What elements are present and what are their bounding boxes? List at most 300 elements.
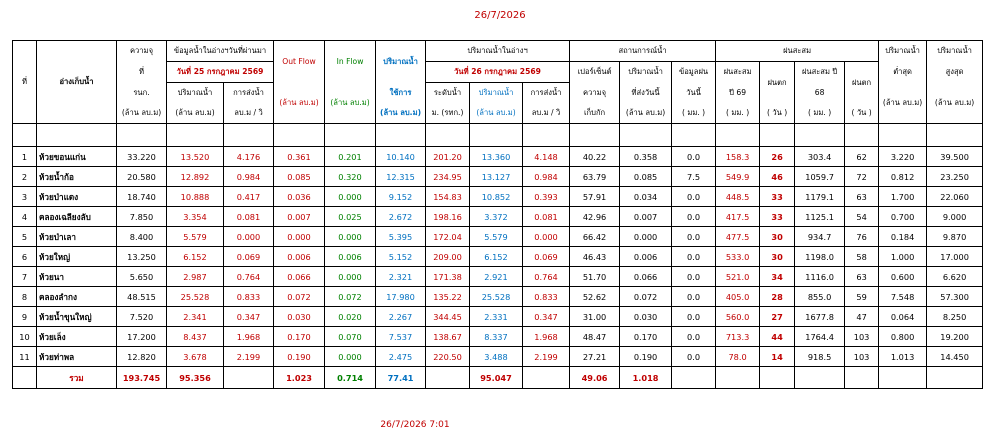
cell-use: 17.980 — [376, 287, 426, 307]
header-rain69-3: ( มม. ) — [716, 103, 760, 124]
table-row — [13, 167, 983, 187]
cell-max: 9.000 — [927, 207, 983, 227]
header-max-2: สูงสุด — [927, 62, 983, 83]
header-max-3: (ล้าน ลบ.ม) — [927, 83, 983, 124]
cell-no: 1 — [13, 147, 37, 167]
cell-no: 3 — [13, 187, 37, 207]
cell-cap: 18.740 — [117, 187, 167, 207]
cell-no: 7 — [13, 267, 37, 287]
table-row — [13, 267, 983, 287]
cell-lvl: 135.22 — [426, 287, 470, 307]
cell-pct: 48.47 — [570, 327, 620, 347]
cell-lvl: 201.20 — [426, 147, 470, 167]
cell-d68: 62 — [845, 147, 879, 167]
header-prev-volume: ปริมาณน้ำ — [167, 83, 224, 104]
cell-prel: 4.176 — [224, 147, 274, 167]
cell-max: 8.250 — [927, 307, 983, 327]
cell-inf: 0.070 — [325, 327, 376, 347]
cell-pct: 52.62 — [570, 287, 620, 307]
cell-prel: 0.417 — [224, 187, 274, 207]
cell-r68: 855.0 — [795, 287, 845, 307]
cell-sent: 0.000 — [620, 227, 672, 247]
cell-out: 0.036 — [274, 187, 325, 207]
cell-crel: 0.393 — [523, 187, 570, 207]
header-rain-group: ฝนสะสม — [716, 41, 879, 62]
cell-name: ห้วยใหญ่ — [37, 247, 117, 267]
cell-cvol: 10.852 — [470, 187, 523, 207]
cell-use: 12.315 — [376, 167, 426, 187]
cell-out: 0.066 — [274, 267, 325, 287]
cell-pct: 57.91 — [570, 187, 620, 207]
table-row — [13, 227, 983, 247]
cell-pvol: 13.520 — [167, 147, 224, 167]
cell-sent: 0.006 — [620, 247, 672, 267]
cell-out: 0.006 — [274, 247, 325, 267]
cell-inf: 0.025 — [325, 207, 376, 227]
cell-cvol: 8.337 — [470, 327, 523, 347]
total-rain-today — [672, 367, 716, 389]
cell-r69: 448.5 — [716, 187, 760, 207]
cell-cvol: 3.488 — [470, 347, 523, 367]
cell-lvl: 154.83 — [426, 187, 470, 207]
cell-sent: 0.170 — [620, 327, 672, 347]
header-cur-level-unit: ม. (รทก.) — [426, 103, 470, 124]
total-capacity: 193.745 — [117, 367, 167, 389]
cell-out: 0.030 — [274, 307, 325, 327]
total-cur-release — [523, 367, 570, 389]
cell-prel: 2.199 — [224, 347, 274, 367]
cell-crel: 0.984 — [523, 167, 570, 187]
header-percent-1: เปอร์เซ็นต์ — [570, 62, 620, 83]
header-sent-1: ปริมาณน้ำ — [620, 62, 672, 83]
cell-lvl: 138.67 — [426, 327, 470, 347]
cell-prel: 0.764 — [224, 267, 274, 287]
total-cur-volume: 95.047 — [470, 367, 523, 389]
cell-sent: 0.034 — [620, 187, 672, 207]
cell-max: 23.250 — [927, 167, 983, 187]
cell-inf: 0.000 — [325, 347, 376, 367]
cell-cvol: 3.372 — [470, 207, 523, 227]
header-prev-release-unit: ลบ.ม / วิ — [224, 103, 274, 124]
cell-sent: 0.358 — [620, 147, 672, 167]
cell-cap: 48.515 — [117, 287, 167, 307]
cell-d69: 46 — [760, 167, 795, 187]
total-prev-volume: 95.356 — [167, 367, 224, 389]
header-rain68-2: 68 — [795, 83, 845, 104]
cell-prel: 0.000 — [224, 227, 274, 247]
total-level — [426, 367, 470, 389]
header-outflow: Out Flow — [274, 41, 325, 83]
total-raindays68 — [845, 367, 879, 389]
cell-use: 7.537 — [376, 327, 426, 347]
cell-crel: 1.968 — [523, 327, 570, 347]
header-raindays69: ฝนตก — [760, 62, 795, 104]
cell-prel: 0.347 — [224, 307, 274, 327]
cell-cap: 17.200 — [117, 327, 167, 347]
cell-use: 2.475 — [376, 347, 426, 367]
header-raindays68-unit: ( วัน ) — [845, 103, 879, 124]
cell-lvl: 198.16 — [426, 207, 470, 227]
cell-name: ห้วยเล็ง — [37, 327, 117, 347]
total-row — [13, 367, 983, 389]
table-row — [13, 187, 983, 207]
total-percent: 49.06 — [570, 367, 620, 389]
header-capacity-1: ความจุ — [117, 41, 167, 62]
cell-cvol: 5.579 — [470, 227, 523, 247]
cell-pct: 27.21 — [570, 347, 620, 367]
header-prev-date: วันที่ 25 กรกฎาคม 2569 — [167, 62, 274, 83]
header-reservoir: อ่างเก็บน้ำ — [37, 41, 117, 124]
header-status-group: สถานการณ์น้ำ — [570, 41, 716, 62]
cell-r69: 521.0 — [716, 267, 760, 287]
cell-inf: 0.072 — [325, 287, 376, 307]
header-capacity-4: (ล้าน ลบ.ม) — [117, 103, 167, 124]
header-prev-volume-unit: (ล้าน ลบ.ม) — [167, 103, 224, 124]
header-rain68-3: ( มม. ) — [795, 103, 845, 124]
table-footer — [13, 367, 983, 389]
cell-lvl: 220.50 — [426, 347, 470, 367]
cell-r69: 417.5 — [716, 207, 760, 227]
cell-crel: 2.199 — [523, 347, 570, 367]
cell-rt: 0.0 — [672, 147, 716, 167]
cell-cap: 13.250 — [117, 247, 167, 267]
cell-max: 6.620 — [927, 267, 983, 287]
cell-pvol: 25.528 — [167, 287, 224, 307]
header-max-1: ปริมาณน้ำ — [927, 41, 983, 62]
cell-prel: 0.984 — [224, 167, 274, 187]
cell-out: 0.007 — [274, 207, 325, 227]
cell-sent: 0.072 — [620, 287, 672, 307]
cell-out: 0.190 — [274, 347, 325, 367]
cell-cap: 33.220 — [117, 147, 167, 167]
cell-d69: 26 — [760, 147, 795, 167]
header-cur-volume-unit: (ล้าน ลบ.ม) — [470, 103, 523, 124]
cell-out: 0.361 — [274, 147, 325, 167]
cell-use: 2.267 — [376, 307, 426, 327]
table-row — [13, 287, 983, 307]
header-min-2: ต่ำสุด — [879, 62, 927, 83]
cell-crel: 0.000 — [523, 227, 570, 247]
cell-d68: 59 — [845, 287, 879, 307]
cell-min: 0.700 — [879, 207, 927, 227]
cell-max: 17.000 — [927, 247, 983, 267]
cell-r69: 560.0 — [716, 307, 760, 327]
total-blank — [13, 367, 37, 389]
cell-d69: 34 — [760, 267, 795, 287]
table-row — [13, 307, 983, 327]
report-timestamp: 26/7/2026 7:01 — [380, 420, 450, 430]
header-percent-3: เก็บกัก — [570, 103, 620, 124]
cell-r68: 1764.4 — [795, 327, 845, 347]
header-rain68-1: ฝนสะสม ปี — [795, 62, 845, 83]
cell-pct: 63.79 — [570, 167, 620, 187]
cell-r69: 405.0 — [716, 287, 760, 307]
cell-inf: 0.000 — [325, 227, 376, 247]
table-row — [13, 327, 983, 347]
cell-r69: 713.3 — [716, 327, 760, 347]
cell-r69: 477.5 — [716, 227, 760, 247]
cell-prel: 1.968 — [224, 327, 274, 347]
cell-d68: 103 — [845, 327, 879, 347]
cell-max: 57.300 — [927, 287, 983, 307]
cell-use: 9.152 — [376, 187, 426, 207]
total-min — [879, 367, 927, 389]
total-max — [927, 367, 983, 389]
cell-rt: 0.0 — [672, 287, 716, 307]
cell-cvol: 6.152 — [470, 247, 523, 267]
header-sent-2: ที่ส่งวันนี้ — [620, 83, 672, 104]
cell-lvl: 171.38 — [426, 267, 470, 287]
header-usable-1: ปริมาณน้ำ — [376, 41, 426, 83]
cell-use: 2.672 — [376, 207, 426, 227]
cell-d69: 14 — [760, 347, 795, 367]
table-body — [13, 147, 983, 367]
cell-cap: 7.850 — [117, 207, 167, 227]
spacer-row — [13, 124, 983, 147]
header-outflow-unit: (ล้าน ลบ.ม) — [274, 83, 325, 124]
cell-min: 1.700 — [879, 187, 927, 207]
cell-d68: 47 — [845, 307, 879, 327]
header-cur-volume: ปริมาณน้ำ — [470, 83, 523, 104]
cell-pvol: 2.341 — [167, 307, 224, 327]
cell-min: 0.812 — [879, 167, 927, 187]
total-raindays69 — [760, 367, 795, 389]
header-rain-today-2: วันนี้ — [672, 83, 716, 104]
cell-crel: 0.833 — [523, 287, 570, 307]
cell-r68: 1179.1 — [795, 187, 845, 207]
cell-pvol: 3.354 — [167, 207, 224, 227]
cell-no: 9 — [13, 307, 37, 327]
cell-r68: 303.4 — [795, 147, 845, 167]
header-rain-today-3: ( มม. ) — [672, 103, 716, 124]
cell-r68: 1198.0 — [795, 247, 845, 267]
cell-no: 6 — [13, 247, 37, 267]
header-capacity-3: รนก. — [117, 83, 167, 104]
header-rain-today-1: ข้อมูลฝน — [672, 62, 716, 83]
header-cur-release-unit: ลบ.ม / วิ — [523, 103, 570, 124]
header-capacity-2: ที่ — [117, 62, 167, 83]
header-raindays69-unit: ( วัน ) — [760, 103, 795, 124]
cell-name: ห้วยท่าพล — [37, 347, 117, 367]
cell-use: 5.152 — [376, 247, 426, 267]
cell-r68: 934.7 — [795, 227, 845, 247]
cell-no: 11 — [13, 347, 37, 367]
cell-crel: 4.148 — [523, 147, 570, 167]
cell-pct: 40.22 — [570, 147, 620, 167]
cell-pvol: 6.152 — [167, 247, 224, 267]
cell-cvol: 13.127 — [470, 167, 523, 187]
cell-r68: 918.5 — [795, 347, 845, 367]
cell-r68: 1125.1 — [795, 207, 845, 227]
cell-inf: 0.201 — [325, 147, 376, 167]
table-row — [13, 147, 983, 167]
cell-sent: 0.007 — [620, 207, 672, 227]
cell-out: 0.170 — [274, 327, 325, 347]
cell-d68: 54 — [845, 207, 879, 227]
cell-no: 8 — [13, 287, 37, 307]
cell-sent: 0.066 — [620, 267, 672, 287]
cell-prel: 0.081 — [224, 207, 274, 227]
cell-d69: 33 — [760, 207, 795, 227]
cell-prel: 0.069 — [224, 247, 274, 267]
cell-inf: 0.000 — [325, 187, 376, 207]
cell-name: ห้วยป่าเลา — [37, 227, 117, 247]
cell-r69: 78.0 — [716, 347, 760, 367]
cell-cvol: 25.528 — [470, 287, 523, 307]
cell-cap: 20.580 — [117, 167, 167, 187]
header-cur-level: ระดับน้ำ — [426, 83, 470, 104]
cell-pct: 31.00 — [570, 307, 620, 327]
header-inflow-unit: (ล้าน ลบ.ม) — [325, 83, 376, 124]
cell-max: 14.450 — [927, 347, 983, 367]
header-cur-group: ปริมาณน้ำในอ่างฯ — [426, 41, 570, 62]
header-prev-group: ข้อมูลน้ำในอ่างฯวันที่ผ่านมา — [167, 41, 274, 62]
cell-pvol: 8.437 — [167, 327, 224, 347]
table-header — [13, 41, 983, 147]
cell-cvol: 2.921 — [470, 267, 523, 287]
cell-out: 0.085 — [274, 167, 325, 187]
header-usable-3: (ล้าน ลบ.ม) — [376, 103, 426, 124]
report-date: 26/7/2026 — [474, 10, 526, 21]
header-prev-release: การส่งน้ำ — [224, 83, 274, 104]
cell-name: ห้วยนา — [37, 267, 117, 287]
cell-max: 9.870 — [927, 227, 983, 247]
cell-pct: 42.96 — [570, 207, 620, 227]
cell-cap: 7.520 — [117, 307, 167, 327]
cell-max: 22.060 — [927, 187, 983, 207]
cell-crel: 0.347 — [523, 307, 570, 327]
cell-d69: 30 — [760, 247, 795, 267]
table-row — [13, 347, 983, 367]
cell-rt: 0.0 — [672, 187, 716, 207]
cell-name: ห้วยขอนแก่น — [37, 147, 117, 167]
cell-lvl: 344.45 — [426, 307, 470, 327]
cell-use: 2.321 — [376, 267, 426, 287]
cell-use: 5.395 — [376, 227, 426, 247]
cell-d68: 103 — [845, 347, 879, 367]
cell-name: ห้วยน้ำขุนใหญ่ — [37, 307, 117, 327]
cell-crel: 0.069 — [523, 247, 570, 267]
cell-lvl: 172.04 — [426, 227, 470, 247]
cell-cap: 12.820 — [117, 347, 167, 367]
cell-min: 0.600 — [879, 267, 927, 287]
header-raindays68: ฝนตก — [845, 62, 879, 104]
cell-crel: 0.764 — [523, 267, 570, 287]
cell-pvol: 12.892 — [167, 167, 224, 187]
header-min-1: ปริมาณน้ำ — [879, 41, 927, 62]
cell-d68: 76 — [845, 227, 879, 247]
cell-max: 39.500 — [927, 147, 983, 167]
cell-r68: 1677.8 — [795, 307, 845, 327]
cell-sent: 0.190 — [620, 347, 672, 367]
total-inflow: 0.714 — [325, 367, 376, 389]
header-min-3: (ล้าน ลบ.ม) — [879, 83, 927, 124]
cell-r68: 1059.7 — [795, 167, 845, 187]
cell-sent: 0.030 — [620, 307, 672, 327]
cell-r69: 533.0 — [716, 247, 760, 267]
cell-rt: 0.0 — [672, 227, 716, 247]
cell-d69: 33 — [760, 187, 795, 207]
cell-inf: 0.320 — [325, 167, 376, 187]
cell-rt: 0.0 — [672, 207, 716, 227]
cell-min: 1.000 — [879, 247, 927, 267]
header-cur-date: วันที่ 26 กรกฎาคม 2569 — [426, 62, 570, 83]
cell-out: 0.000 — [274, 227, 325, 247]
cell-d68: 63 — [845, 267, 879, 287]
cell-name: ห้วยน้ำก้อ — [37, 167, 117, 187]
total-outflow: 1.023 — [274, 367, 325, 389]
cell-d68: 63 — [845, 187, 879, 207]
cell-min: 7.548 — [879, 287, 927, 307]
cell-rt: 0.0 — [672, 247, 716, 267]
cell-max: 19.200 — [927, 327, 983, 347]
cell-no: 5 — [13, 227, 37, 247]
cell-name: คลองเฉลียงลับ — [37, 207, 117, 227]
total-sent: 1.018 — [620, 367, 672, 389]
cell-d68: 72 — [845, 167, 879, 187]
table-row — [13, 247, 983, 267]
cell-r69: 158.3 — [716, 147, 760, 167]
cell-prel: 0.833 — [224, 287, 274, 307]
cell-min: 3.220 — [879, 147, 927, 167]
header-no: ที่ — [13, 41, 37, 124]
cell-d69: 44 — [760, 327, 795, 347]
cell-min: 1.013 — [879, 347, 927, 367]
cell-d69: 30 — [760, 227, 795, 247]
cell-rt: 0.0 — [672, 327, 716, 347]
cell-min: 0.800 — [879, 327, 927, 347]
cell-pct: 51.70 — [570, 267, 620, 287]
cell-cvol: 2.331 — [470, 307, 523, 327]
total-rain68 — [795, 367, 845, 389]
cell-d69: 27 — [760, 307, 795, 327]
cell-rt: 0.0 — [672, 307, 716, 327]
cell-sent: 0.085 — [620, 167, 672, 187]
header-cur-release: การส่งน้ำ — [523, 83, 570, 104]
cell-r69: 549.9 — [716, 167, 760, 187]
total-rain69 — [716, 367, 760, 389]
total-prev-release — [224, 367, 274, 389]
header-rain69-1: ฝนสะสม — [716, 62, 760, 83]
cell-rt: 0.0 — [672, 267, 716, 287]
cell-pvol: 3.678 — [167, 347, 224, 367]
header-inflow: In Flow — [325, 41, 376, 83]
cell-no: 4 — [13, 207, 37, 227]
cell-no: 10 — [13, 327, 37, 347]
cell-cap: 5.650 — [117, 267, 167, 287]
cell-pvol: 2.987 — [167, 267, 224, 287]
cell-no: 2 — [13, 167, 37, 187]
cell-inf: 0.020 — [325, 307, 376, 327]
cell-use: 10.140 — [376, 147, 426, 167]
cell-cap: 8.400 — [117, 227, 167, 247]
cell-lvl: 234.95 — [426, 167, 470, 187]
header-usable-2: ใช้การ — [376, 83, 426, 104]
cell-d69: 28 — [760, 287, 795, 307]
total-usable: 77.41 — [376, 367, 426, 389]
cell-out: 0.072 — [274, 287, 325, 307]
table-row — [13, 207, 983, 227]
cell-cvol: 13.360 — [470, 147, 523, 167]
cell-name: คลองลำกง — [37, 287, 117, 307]
cell-min: 0.064 — [879, 307, 927, 327]
reservoir-table — [12, 40, 983, 389]
cell-pvol: 10.888 — [167, 187, 224, 207]
cell-rt: 7.5 — [672, 167, 716, 187]
header-percent-2: ความจุ — [570, 83, 620, 104]
cell-r68: 1116.0 — [795, 267, 845, 287]
header-rain69-2: ปี 69 — [716, 83, 760, 104]
